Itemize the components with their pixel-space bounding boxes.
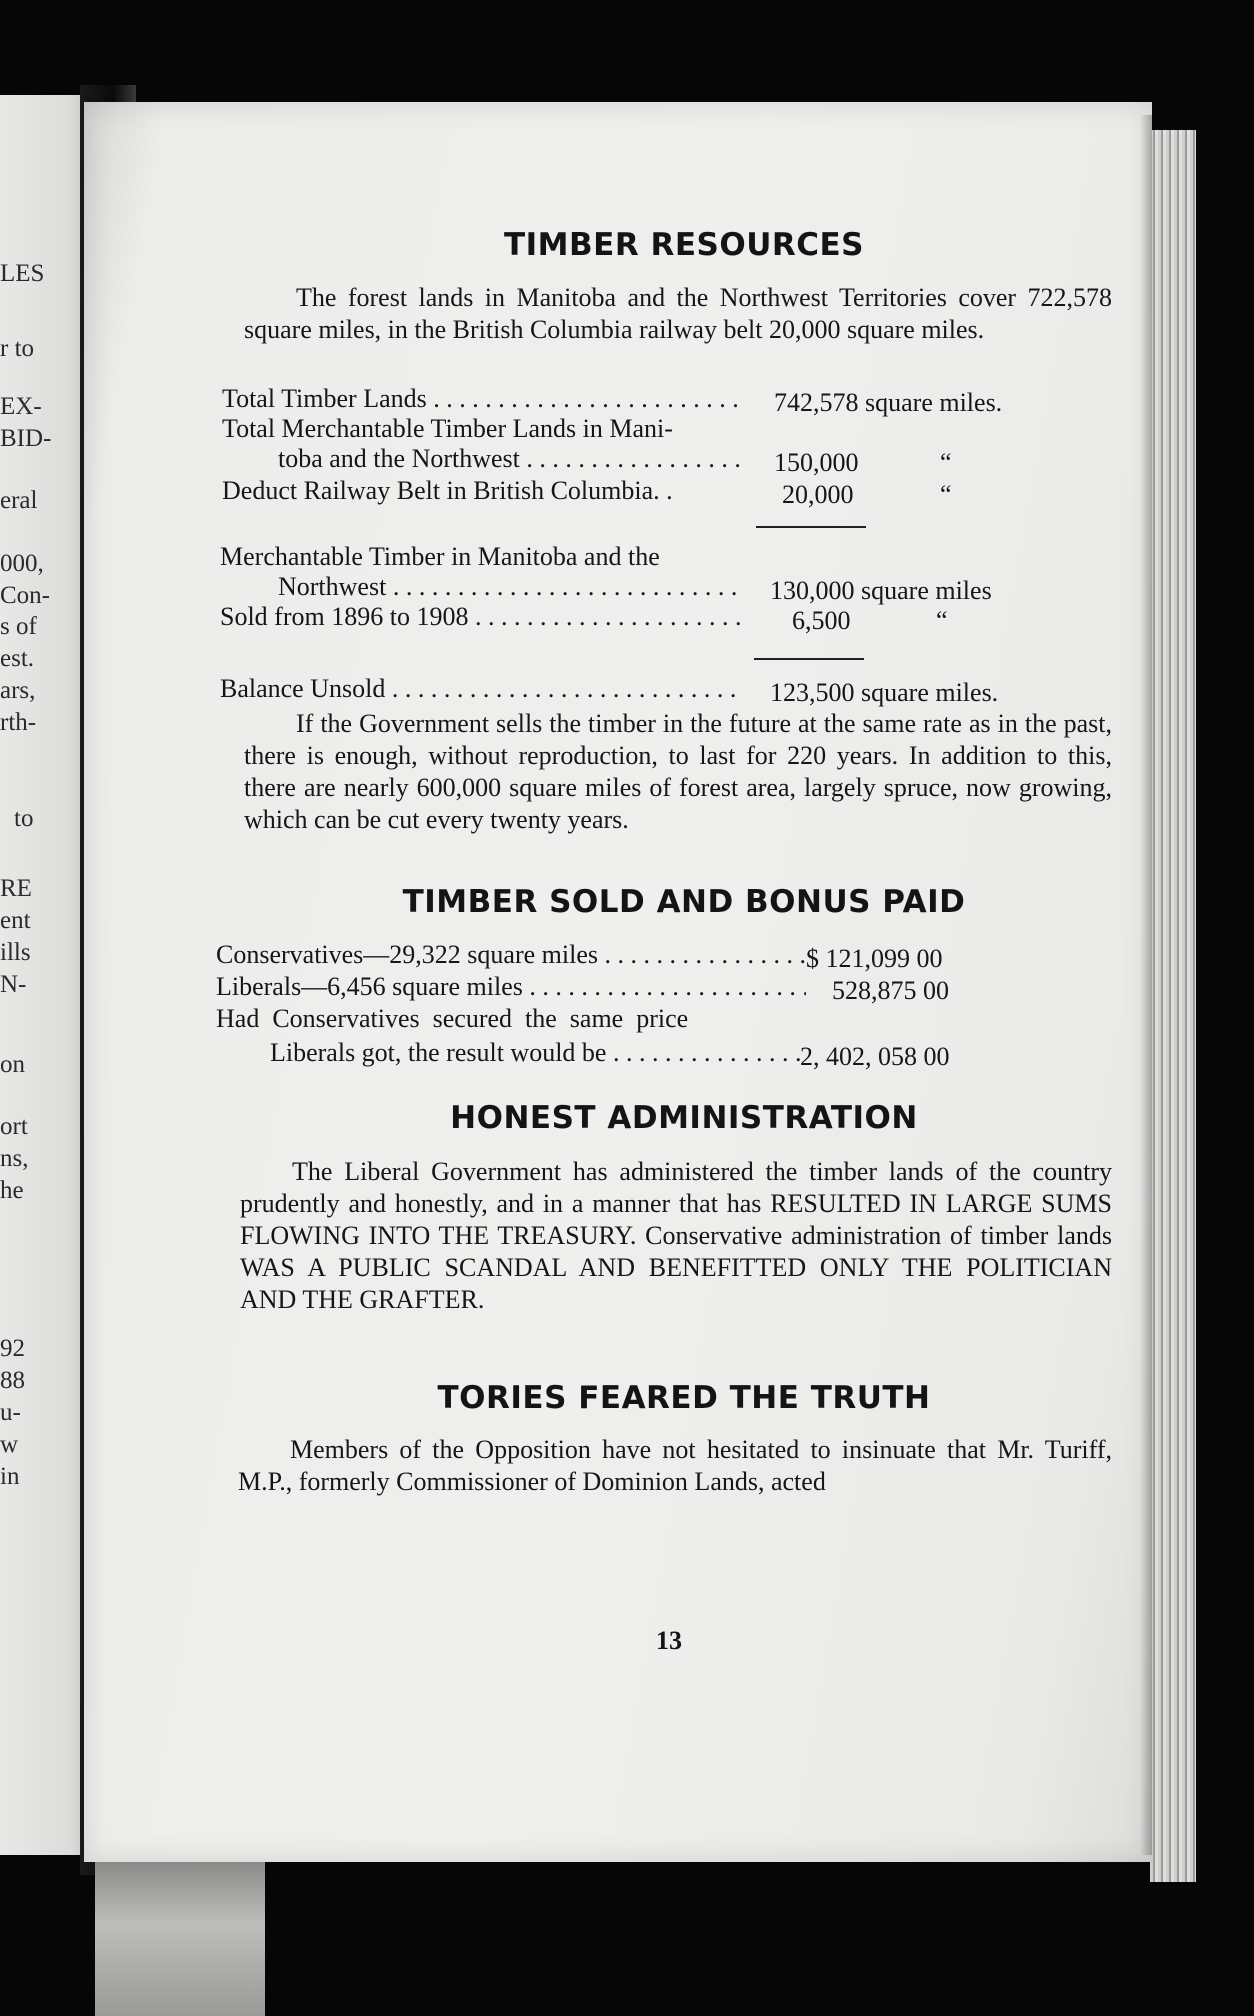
row-value: $ 121,099 00 — [806, 944, 943, 973]
facing-page-text: ars, — [0, 677, 36, 704]
table-row — [222, 414, 746, 444]
table-row — [270, 1038, 800, 1068]
facing-page-text: LES — [0, 260, 45, 287]
facing-page-text: est. — [0, 645, 35, 672]
facing-page-text: N- — [0, 971, 27, 998]
ditto-mark: “ — [940, 448, 952, 477]
facing-page-text: in — [0, 1463, 20, 1490]
row-label: Sold from 1896 to 1908 . . . — [220, 602, 744, 632]
table-row — [220, 542, 744, 572]
sum-rule — [756, 526, 866, 528]
heading-timber-resources: TIMBER RESOURCES — [503, 227, 865, 263]
page-shadow — [1140, 115, 1152, 1855]
facing-page-text: EX- — [0, 393, 42, 420]
facing-page-text: rth- — [0, 709, 37, 736]
row-label: Total Merchantable Timber Lands in Mani- — [222, 414, 673, 443]
book-page — [84, 102, 1152, 1862]
row-label: Merchantable Timber in Manitoba and the — [220, 542, 660, 571]
facing-page-text: RE — [0, 875, 32, 902]
facing-page-text: w — [0, 1431, 19, 1458]
row-value: 2, 402, 058 00 — [800, 1042, 950, 1071]
page-edges — [1150, 130, 1196, 1882]
row-label: Had Conservatives secured the same price — [216, 1004, 689, 1033]
facing-page-text: u- — [0, 1399, 21, 1426]
sum-rule — [754, 658, 864, 660]
tories-feared-body: Members of the Opposition have not hesitated to insinuate that Mr. Turiff, M.P., formerly Commissioner of Dominion Lands, acted — [238, 1435, 1112, 1496]
heading-tories-feared: TORIES FEARED THE TRUTH — [437, 1380, 931, 1416]
facing-page-text: ort — [0, 1113, 28, 1140]
table-row — [220, 674, 744, 704]
facing-page-text: ns, — [0, 1145, 29, 1172]
facing-page-text: 92 — [0, 1335, 25, 1362]
table-row — [216, 972, 806, 1002]
timber-resources-intro: The forest lands in Manitoba and the Northwest Territories cover 722,578 square miles, in the British Columbia railway belt 20,000 square miles. — [244, 283, 1112, 344]
row-label: Deduct Railway Belt in British Columbia. . — [222, 476, 673, 505]
table-row — [278, 444, 746, 474]
facing-page-text: ills — [0, 939, 31, 966]
ditto-mark: “ — [940, 480, 952, 509]
row-value: 130,000 square miles — [770, 576, 992, 605]
table-row — [222, 476, 746, 506]
honest-administration-body: The Liberal Government has administered the timber lands of the country prudently and honestly, and in a manner that has RESULTED IN LARGE SUMS FLOWING INTO THE TREASURY. Conservative administration of timber lands WAS A PUBLIC SCANDAL AND BENEFITTED ONLY THE POLITICIAN AND THE GRAFTER. — [240, 1157, 1112, 1314]
row-value: 123,500 square miles. — [770, 678, 999, 707]
heading-timber-sold: TIMBER SOLD AND BONUS PAID — [402, 884, 966, 920]
row-value: 20,000 — [782, 480, 854, 509]
table-row — [220, 602, 744, 632]
row-value: 150,000 — [774, 448, 859, 477]
table-row — [222, 384, 746, 414]
row-value: 6,500 — [792, 606, 851, 635]
row-label: Liberals—6,456 square miles . . . — [216, 972, 806, 1002]
row-label: Liberals got, the result would be . . . — [270, 1038, 800, 1068]
facing-page-text: ent — [0, 907, 31, 934]
facing-page-text: s of — [0, 613, 37, 640]
row-value: 528,875 00 — [832, 976, 949, 1005]
facing-page-text: 88 — [0, 1367, 25, 1394]
row-label: Total Timber Lands . . . — [222, 384, 746, 414]
page-number: 13 — [656, 1626, 682, 1655]
table-row — [278, 572, 744, 602]
facing-page-text: on — [0, 1051, 25, 1078]
heading-honest-administration: HONEST ADMINISTRATION — [450, 1100, 918, 1136]
facing-page-text: BID- — [0, 425, 52, 452]
table-row — [216, 940, 806, 970]
facing-page-text: r to — [0, 335, 35, 362]
facing-page-text: he — [0, 1177, 24, 1204]
row-label: Conservatives—29,322 square miles . . . — [216, 940, 806, 970]
table-row — [216, 1004, 806, 1034]
facing-page-text: 000, — [0, 550, 44, 577]
row-value: 742,578 square miles. — [774, 388, 1003, 417]
facing-page-text: eral — [0, 487, 38, 514]
ditto-mark: “ — [936, 606, 948, 635]
row-label: toba and the Northwest . . . — [278, 444, 746, 474]
page-underside — [95, 1862, 265, 2016]
row-label: Northwest . . . — [278, 572, 744, 602]
timber-resources-closing: If the Government sells the timber in the future at the same rate as in the past, there is enough, without reproduction, to last for 220 years. In addition to this, there are nearly 600,000 square miles of forest area, largely spruce, now growing, which can be cut every twenty years. — [244, 709, 1112, 834]
facing-page-text: to — [14, 805, 34, 832]
row-label: Balance Unsold . . . — [220, 674, 744, 704]
facing-page-text: Con- — [0, 582, 50, 609]
